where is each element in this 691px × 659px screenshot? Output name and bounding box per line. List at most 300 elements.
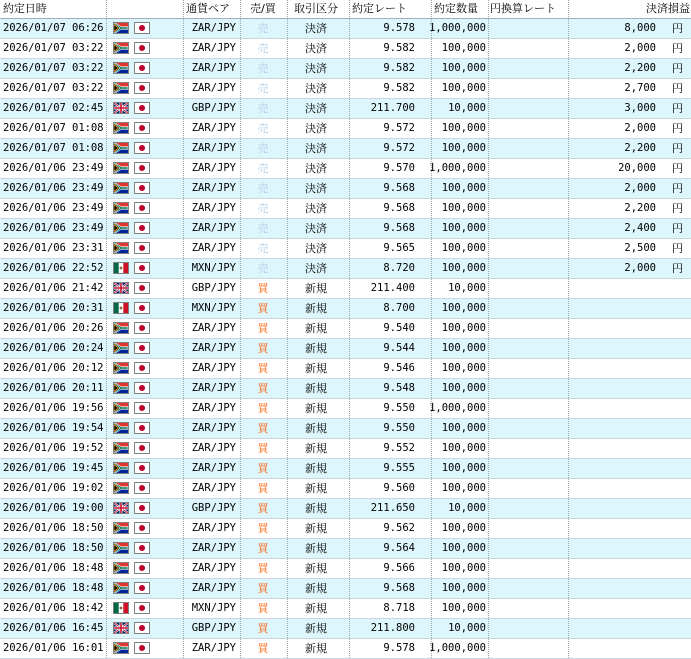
table-row[interactable] bbox=[0, 359, 691, 379]
jp-flag bbox=[134, 522, 150, 534]
header-type[interactable]: 取引区分 bbox=[294, 2, 338, 15]
table-row[interactable] bbox=[0, 439, 691, 459]
currency-pair: ZAR/JPY bbox=[191, 142, 236, 154]
trade-quantity: 100,000 bbox=[441, 442, 486, 454]
jp-flag bbox=[134, 422, 150, 434]
jp-flag bbox=[134, 202, 150, 214]
trade-quantity: 100,000 bbox=[441, 342, 486, 354]
currency-pair: ZAR/JPY bbox=[191, 462, 236, 474]
conversion-rate bbox=[489, 239, 569, 258]
trade-quantity: 1,000,000 bbox=[429, 162, 486, 174]
currency-pair: ZAR/JPY bbox=[191, 422, 236, 434]
table-row[interactable] bbox=[0, 19, 691, 39]
jp-flag bbox=[134, 122, 150, 134]
trade-quantity: 100,000 bbox=[441, 362, 486, 374]
profit-loss bbox=[570, 539, 656, 558]
trade-side: 買 bbox=[257, 342, 269, 355]
trade-side: 売 bbox=[257, 242, 269, 255]
profit-loss-unit bbox=[672, 439, 690, 458]
conversion-rate bbox=[489, 59, 569, 78]
trade-datetime: 2026/01/06 23:31 bbox=[3, 242, 104, 254]
trade-side: 買 bbox=[257, 582, 269, 595]
za-flag bbox=[113, 422, 129, 434]
jp-flag bbox=[134, 242, 150, 254]
table-header-row bbox=[0, 0, 691, 19]
trade-type: 新規 bbox=[305, 282, 327, 295]
jp-flag bbox=[134, 442, 150, 454]
trade-rate: 9.568 bbox=[383, 222, 415, 234]
jp-flag bbox=[134, 602, 150, 614]
trade-quantity: 100,000 bbox=[441, 482, 486, 494]
header-rate[interactable]: 約定レート bbox=[352, 2, 407, 15]
trade-quantity: 100,000 bbox=[441, 602, 486, 614]
profit-loss: 2,000 bbox=[624, 42, 656, 54]
table-row[interactable] bbox=[0, 419, 691, 439]
trade-side: 買 bbox=[257, 622, 269, 635]
trade-datetime: 2026/01/06 19:56 bbox=[3, 402, 104, 414]
currency-pair: ZAR/JPY bbox=[191, 42, 236, 54]
trade-rate: 9.568 bbox=[383, 582, 415, 594]
currency-pair: GBP/JPY bbox=[191, 102, 236, 114]
table-row[interactable] bbox=[0, 139, 691, 159]
za-flag bbox=[113, 382, 129, 394]
trade-side: 買 bbox=[257, 542, 269, 555]
profit-loss-unit: 円 bbox=[672, 262, 683, 275]
profit-loss-unit: 円 bbox=[672, 182, 683, 195]
jp-flag bbox=[134, 62, 150, 74]
profit-loss-unit: 円 bbox=[672, 162, 683, 175]
trade-quantity: 100,000 bbox=[441, 122, 486, 134]
profit-loss bbox=[570, 299, 656, 318]
trade-quantity: 100,000 bbox=[441, 202, 486, 214]
trade-quantity: 100,000 bbox=[441, 322, 486, 334]
trade-quantity: 100,000 bbox=[441, 562, 486, 574]
profit-loss: 2,000 bbox=[624, 122, 656, 134]
za-flag bbox=[113, 42, 129, 54]
trade-quantity: 100,000 bbox=[441, 542, 486, 554]
profit-loss-unit: 円 bbox=[672, 242, 683, 255]
trade-datetime: 2026/01/07 03:22 bbox=[3, 42, 104, 54]
trade-side: 買 bbox=[257, 302, 269, 315]
trade-datetime: 2026/01/06 22:52 bbox=[3, 262, 104, 274]
currency-pair: ZAR/JPY bbox=[191, 182, 236, 194]
trade-side: 買 bbox=[257, 562, 269, 575]
trade-side: 売 bbox=[257, 202, 269, 215]
profit-loss bbox=[570, 499, 656, 518]
profit-loss-unit bbox=[672, 399, 690, 418]
trade-quantity: 100,000 bbox=[441, 582, 486, 594]
trade-datetime: 2026/01/06 19:52 bbox=[3, 442, 104, 454]
trade-datetime: 2026/01/06 20:11 bbox=[3, 382, 104, 394]
table-row[interactable] bbox=[0, 459, 691, 479]
trade-datetime: 2026/01/06 18:42 bbox=[3, 602, 104, 614]
profit-loss: 3,000 bbox=[624, 102, 656, 114]
profit-loss bbox=[570, 459, 656, 478]
za-flag bbox=[113, 242, 129, 254]
table-row[interactable] bbox=[0, 179, 691, 199]
za-flag bbox=[113, 642, 129, 654]
profit-loss-unit: 円 bbox=[672, 142, 683, 155]
header-pair[interactable]: 通貨ペア bbox=[186, 2, 230, 15]
trade-type: 新規 bbox=[305, 442, 327, 455]
profit-loss-unit bbox=[672, 559, 690, 578]
trade-side: 買 bbox=[257, 462, 269, 475]
table-row[interactable] bbox=[0, 239, 691, 259]
trade-type: 決済 bbox=[305, 222, 327, 235]
currency-pair: ZAR/JPY bbox=[191, 322, 236, 334]
table-row[interactable] bbox=[0, 579, 691, 599]
currency-pair: MXN/JPY bbox=[191, 602, 236, 614]
za-flag bbox=[113, 362, 129, 374]
za-flag bbox=[113, 582, 129, 594]
trade-type: 決済 bbox=[305, 262, 327, 275]
trade-type: 新規 bbox=[305, 502, 327, 515]
profit-loss: 2,400 bbox=[624, 222, 656, 234]
header-date[interactable]: 約定日時 bbox=[3, 2, 47, 15]
currency-pair: ZAR/JPY bbox=[191, 402, 236, 414]
profit-loss bbox=[570, 319, 656, 338]
jp-flag bbox=[134, 582, 150, 594]
jp-flag bbox=[134, 562, 150, 574]
trade-side: 売 bbox=[257, 22, 269, 35]
trade-type: 新規 bbox=[305, 602, 327, 615]
trade-quantity: 10,000 bbox=[448, 102, 486, 114]
table-body bbox=[0, 19, 691, 659]
trade-type: 決済 bbox=[305, 162, 327, 175]
trade-rate: 9.546 bbox=[383, 362, 415, 374]
conversion-rate bbox=[489, 399, 569, 418]
trade-rate: 9.552 bbox=[383, 442, 415, 454]
trade-datetime: 2026/01/06 19:54 bbox=[3, 422, 104, 434]
za-flag bbox=[113, 482, 129, 494]
trade-quantity: 1,000,000 bbox=[429, 22, 486, 34]
trade-quantity: 100,000 bbox=[441, 222, 486, 234]
profit-loss-unit: 円 bbox=[672, 62, 683, 75]
currency-pair: MXN/JPY bbox=[191, 302, 236, 314]
trade-side: 買 bbox=[257, 482, 269, 495]
currency-pair: ZAR/JPY bbox=[191, 382, 236, 394]
currency-pair: ZAR/JPY bbox=[191, 202, 236, 214]
trade-side: 売 bbox=[257, 142, 269, 155]
conversion-rate bbox=[489, 159, 569, 178]
header-profit-loss[interactable]: 決済損益 bbox=[646, 2, 690, 15]
table-row[interactable] bbox=[0, 639, 691, 659]
currency-pair: ZAR/JPY bbox=[191, 342, 236, 354]
jp-flag bbox=[134, 42, 150, 54]
table-row[interactable] bbox=[0, 379, 691, 399]
jp-flag bbox=[134, 502, 150, 514]
profit-loss: 2,000 bbox=[624, 182, 656, 194]
jp-flag bbox=[134, 382, 150, 394]
jp-flag bbox=[134, 222, 150, 234]
jp-flag bbox=[134, 82, 150, 94]
jp-flag bbox=[134, 262, 150, 274]
profit-loss-unit bbox=[672, 479, 690, 498]
conversion-rate bbox=[489, 119, 569, 138]
currency-pair: MXN/JPY bbox=[191, 262, 236, 274]
table-row[interactable] bbox=[0, 599, 691, 619]
profit-loss-unit: 円 bbox=[672, 222, 683, 235]
trade-quantity: 10,000 bbox=[448, 502, 486, 514]
table-row[interactable] bbox=[0, 339, 691, 359]
table-row[interactable] bbox=[0, 279, 691, 299]
za-flag bbox=[113, 462, 129, 474]
profit-loss-unit bbox=[672, 279, 690, 298]
table-row[interactable] bbox=[0, 299, 691, 319]
conversion-rate bbox=[489, 279, 569, 298]
table-row[interactable] bbox=[0, 79, 691, 99]
table-row[interactable] bbox=[0, 39, 691, 59]
trade-type: 新規 bbox=[305, 562, 327, 575]
conversion-rate bbox=[489, 179, 569, 198]
conversion-rate bbox=[489, 199, 569, 218]
trade-rate: 9.550 bbox=[383, 422, 415, 434]
trade-type: 決済 bbox=[305, 62, 327, 75]
trade-side: 買 bbox=[257, 362, 269, 375]
profit-loss: 2,000 bbox=[624, 262, 656, 274]
trade-type: 決済 bbox=[305, 242, 327, 255]
profit-loss-unit bbox=[672, 339, 690, 358]
trade-quantity: 100,000 bbox=[441, 242, 486, 254]
trade-rate: 9.578 bbox=[383, 642, 415, 654]
trade-datetime: 2026/01/06 18:50 bbox=[3, 542, 104, 554]
jp-flag bbox=[134, 142, 150, 154]
trade-type: 新規 bbox=[305, 542, 327, 555]
trade-quantity: 1,000,000 bbox=[429, 402, 486, 414]
table-row[interactable] bbox=[0, 479, 691, 499]
trade-side: 売 bbox=[257, 42, 269, 55]
currency-pair: ZAR/JPY bbox=[191, 162, 236, 174]
profit-loss-unit bbox=[672, 459, 690, 478]
trade-type: 新規 bbox=[305, 622, 327, 635]
trade-rate: 9.560 bbox=[383, 482, 415, 494]
trade-datetime: 2026/01/07 06:26 bbox=[3, 22, 104, 34]
trade-type: 新規 bbox=[305, 462, 327, 475]
trade-side: 買 bbox=[257, 502, 269, 515]
conversion-rate bbox=[489, 139, 569, 158]
header-conversion-rate[interactable]: 円換算レート bbox=[490, 2, 556, 15]
trade-datetime: 2026/01/06 18:48 bbox=[3, 562, 104, 574]
trade-datetime: 2026/01/07 01:08 bbox=[3, 142, 104, 154]
currency-pair: ZAR/JPY bbox=[191, 82, 236, 94]
trade-rate: 211.400 bbox=[370, 282, 415, 294]
profit-loss: 2,700 bbox=[624, 82, 656, 94]
jp-flag bbox=[134, 462, 150, 474]
table-row[interactable] bbox=[0, 159, 691, 179]
profit-loss-unit bbox=[672, 299, 690, 318]
trade-rate: 9.562 bbox=[383, 522, 415, 534]
trade-type: 決済 bbox=[305, 122, 327, 135]
jp-flag bbox=[134, 402, 150, 414]
trade-quantity: 1,000,000 bbox=[429, 642, 486, 654]
trade-datetime: 2026/01/06 19:00 bbox=[3, 502, 104, 514]
conversion-rate bbox=[489, 599, 569, 618]
profit-loss-unit bbox=[672, 359, 690, 378]
za-flag bbox=[113, 522, 129, 534]
conversion-rate bbox=[489, 559, 569, 578]
trade-datetime: 2026/01/06 19:02 bbox=[3, 482, 104, 494]
trade-datetime: 2026/01/06 21:42 bbox=[3, 282, 104, 294]
trade-rate: 9.568 bbox=[383, 202, 415, 214]
gb-flag bbox=[113, 102, 129, 114]
currency-pair: ZAR/JPY bbox=[191, 642, 236, 654]
trade-side: 売 bbox=[257, 82, 269, 95]
profit-loss-unit bbox=[672, 419, 690, 438]
trade-side: 買 bbox=[257, 602, 269, 615]
currency-pair: ZAR/JPY bbox=[191, 362, 236, 374]
trade-rate: 9.572 bbox=[383, 122, 415, 134]
trade-type: 新規 bbox=[305, 522, 327, 535]
trade-rate: 9.570 bbox=[383, 162, 415, 174]
profit-loss bbox=[570, 399, 656, 418]
trade-rate: 211.800 bbox=[370, 622, 415, 634]
za-flag bbox=[113, 342, 129, 354]
currency-pair: ZAR/JPY bbox=[191, 482, 236, 494]
table-row[interactable] bbox=[0, 259, 691, 279]
trade-type: 決済 bbox=[305, 22, 327, 35]
trade-type: 新規 bbox=[305, 402, 327, 415]
trade-side: 買 bbox=[257, 522, 269, 535]
conversion-rate bbox=[489, 259, 569, 278]
jp-flag bbox=[134, 322, 150, 334]
trade-type: 決済 bbox=[305, 82, 327, 95]
profit-loss-unit bbox=[672, 319, 690, 338]
conversion-rate bbox=[489, 619, 569, 638]
trade-rate: 9.578 bbox=[383, 22, 415, 34]
currency-pair: GBP/JPY bbox=[191, 502, 236, 514]
trade-type: 決済 bbox=[305, 42, 327, 55]
table-row[interactable] bbox=[0, 559, 691, 579]
profit-loss bbox=[570, 559, 656, 578]
trade-rate: 9.582 bbox=[383, 42, 415, 54]
trade-quantity: 100,000 bbox=[441, 82, 486, 94]
trade-quantity: 100,000 bbox=[441, 42, 486, 54]
profit-loss: 20,000 bbox=[618, 162, 656, 174]
trade-datetime: 2026/01/07 02:45 bbox=[3, 102, 104, 114]
trade-datetime: 2026/01/06 20:12 bbox=[3, 362, 104, 374]
table-row[interactable] bbox=[0, 119, 691, 139]
mx-flag bbox=[113, 302, 129, 314]
profit-loss-unit bbox=[672, 599, 690, 618]
table-row[interactable] bbox=[0, 219, 691, 239]
trade-rate: 9.544 bbox=[383, 342, 415, 354]
trade-datetime: 2026/01/06 23:49 bbox=[3, 162, 104, 174]
trade-side: 買 bbox=[257, 442, 269, 455]
trade-type: 新規 bbox=[305, 482, 327, 495]
trade-type: 決済 bbox=[305, 142, 327, 155]
trade-quantity: 100,000 bbox=[441, 302, 486, 314]
profit-loss bbox=[570, 579, 656, 598]
trade-rate: 9.548 bbox=[383, 382, 415, 394]
conversion-rate bbox=[489, 39, 569, 58]
conversion-rate bbox=[489, 19, 569, 38]
trade-side: 買 bbox=[257, 642, 269, 655]
currency-pair: ZAR/JPY bbox=[191, 582, 236, 594]
trade-rate: 211.650 bbox=[370, 502, 415, 514]
profit-loss: 8,000 bbox=[624, 22, 656, 34]
header-side[interactable]: 売/買 bbox=[250, 2, 276, 15]
trade-quantity: 100,000 bbox=[441, 462, 486, 474]
jp-flag bbox=[134, 282, 150, 294]
trade-datetime: 2026/01/06 18:50 bbox=[3, 522, 104, 534]
jp-flag bbox=[134, 102, 150, 114]
trade-type: 決済 bbox=[305, 182, 327, 195]
trade-datetime: 2026/01/06 16:45 bbox=[3, 622, 104, 634]
profit-loss-unit: 円 bbox=[672, 22, 683, 35]
profit-loss-unit bbox=[672, 539, 690, 558]
za-flag bbox=[113, 562, 129, 574]
conversion-rate bbox=[489, 339, 569, 358]
trade-side: 買 bbox=[257, 422, 269, 435]
gb-flag bbox=[113, 622, 129, 634]
header-qty[interactable]: 約定数量 bbox=[434, 2, 478, 15]
table-row[interactable] bbox=[0, 99, 691, 119]
trade-datetime: 2026/01/06 18:48 bbox=[3, 582, 104, 594]
gb-flag bbox=[113, 282, 129, 294]
profit-loss-unit bbox=[672, 379, 690, 398]
table-row[interactable] bbox=[0, 399, 691, 419]
profit-loss bbox=[570, 479, 656, 498]
za-flag bbox=[113, 22, 129, 34]
za-flag bbox=[113, 202, 129, 214]
trade-rate: 211.700 bbox=[370, 102, 415, 114]
trade-datetime: 2026/01/06 16:01 bbox=[3, 642, 104, 654]
profit-loss-unit bbox=[672, 519, 690, 538]
profit-loss-unit: 円 bbox=[672, 202, 683, 215]
table-row[interactable] bbox=[0, 59, 691, 79]
za-flag bbox=[113, 182, 129, 194]
profit-loss: 2,500 bbox=[624, 242, 656, 254]
table-row[interactable] bbox=[0, 619, 691, 639]
trade-rate: 9.566 bbox=[383, 562, 415, 574]
conversion-rate bbox=[489, 379, 569, 398]
trade-datetime: 2026/01/06 20:26 bbox=[3, 322, 104, 334]
trade-side: 買 bbox=[257, 382, 269, 395]
trade-type: 新規 bbox=[305, 642, 327, 655]
table-row[interactable] bbox=[0, 199, 691, 219]
table-row[interactable] bbox=[0, 519, 691, 539]
trade-rate: 9.565 bbox=[383, 242, 415, 254]
trade-datetime: 2026/01/06 20:31 bbox=[3, 302, 104, 314]
profit-loss-unit: 円 bbox=[672, 42, 683, 55]
trade-datetime: 2026/01/06 23:49 bbox=[3, 202, 104, 214]
trade-quantity: 100,000 bbox=[441, 422, 486, 434]
currency-pair: ZAR/JPY bbox=[191, 442, 236, 454]
trade-type: 新規 bbox=[305, 342, 327, 355]
trade-rate: 8.720 bbox=[383, 262, 415, 274]
trade-side: 売 bbox=[257, 162, 269, 175]
trade-side: 売 bbox=[257, 222, 269, 235]
trade-type: 決済 bbox=[305, 202, 327, 215]
profit-loss bbox=[570, 419, 656, 438]
trade-side: 売 bbox=[257, 62, 269, 75]
currency-pair: ZAR/JPY bbox=[191, 242, 236, 254]
jp-flag bbox=[134, 482, 150, 494]
trade-quantity: 100,000 bbox=[441, 182, 486, 194]
table-row[interactable] bbox=[0, 499, 691, 519]
profit-loss-unit bbox=[672, 499, 690, 518]
table-row[interactable] bbox=[0, 319, 691, 339]
trade-side: 買 bbox=[257, 282, 269, 295]
profit-loss: 2,200 bbox=[624, 142, 656, 154]
trade-datetime: 2026/01/07 03:22 bbox=[3, 62, 104, 74]
jp-flag bbox=[134, 162, 150, 174]
conversion-rate bbox=[489, 579, 569, 598]
table-row[interactable] bbox=[0, 539, 691, 559]
trade-datetime: 2026/01/06 23:49 bbox=[3, 182, 104, 194]
mx-flag bbox=[113, 602, 129, 614]
trade-datetime: 2026/01/06 23:49 bbox=[3, 222, 104, 234]
